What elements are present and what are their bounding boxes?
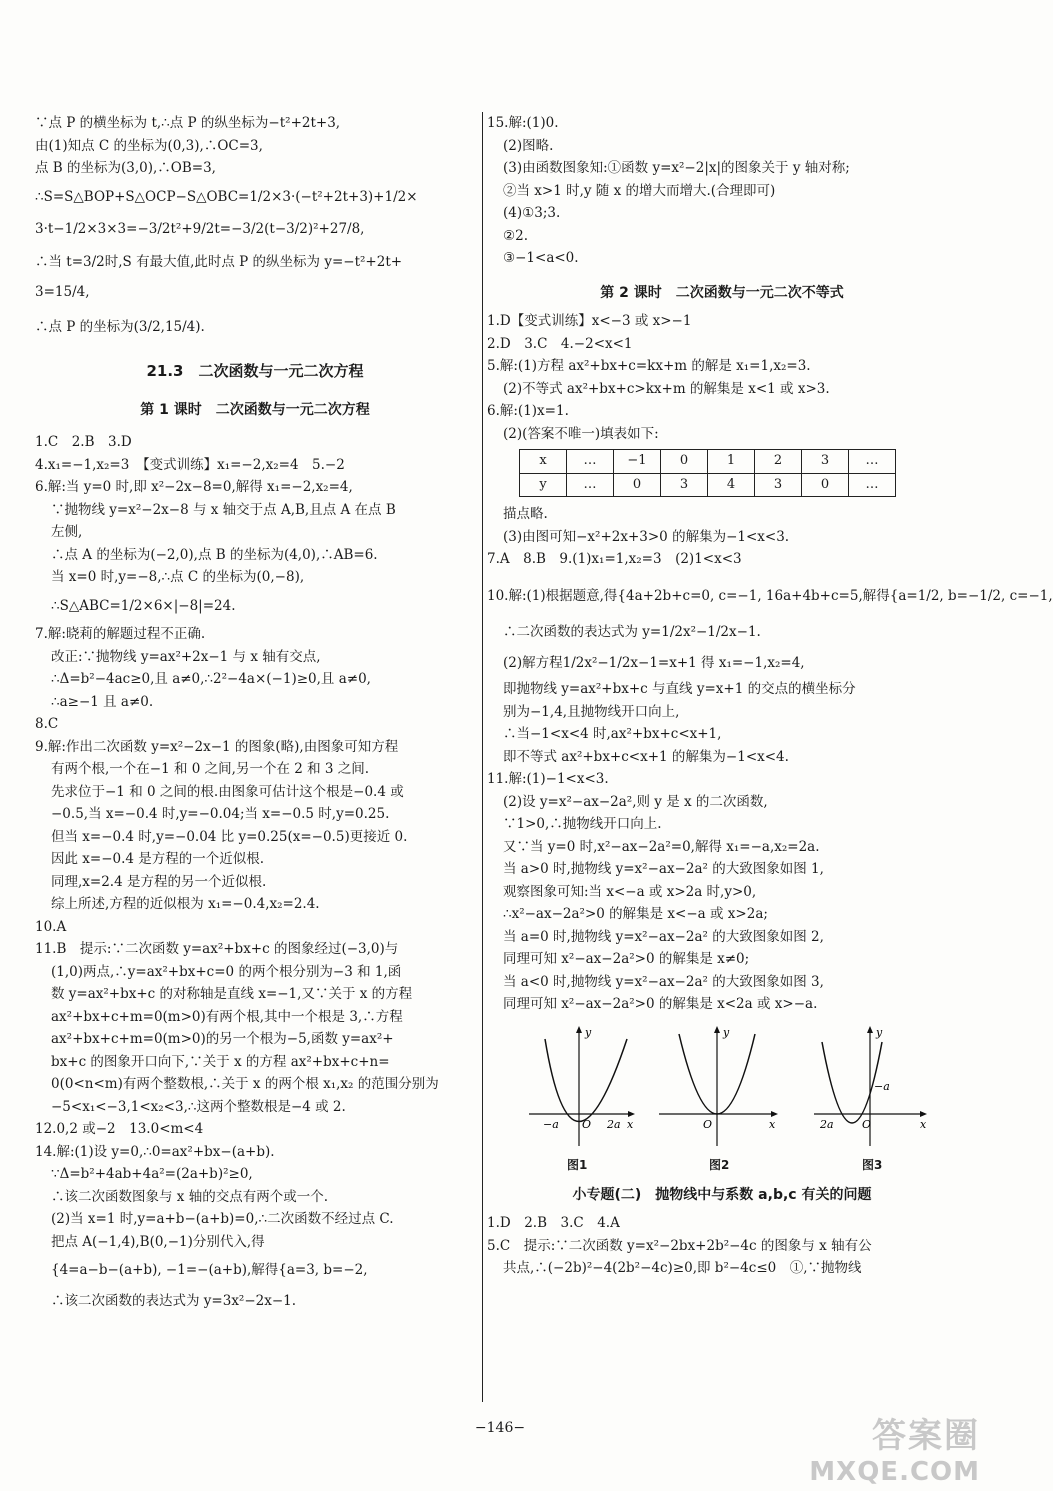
answer-line: (1,0)两点,∴y=ax²+bx+c=0 的两个根分别为−3 和 1,函: [51, 963, 402, 980]
table-cell: …: [567, 473, 614, 497]
answer-line: 当 a<0 时,抛物线 y=x²−ax−2a² 的大致图象如图 3,: [503, 973, 824, 990]
answer-line: 2.D 3.C 4.−2<x<1: [487, 335, 633, 352]
root-label-left: 2a: [820, 1117, 834, 1131]
answer-line: ∵Δ=b²+4ab+4a²=(2a+b)²≥0,: [51, 1166, 253, 1182]
answer-line: 10.解:(1)根据题意,得{4a+2b+c=0, c=−1, 16a+4b+c=5,解得{a=1/2, b=−1/2, c=−1,: [487, 587, 1053, 604]
answer-line: {4=a−b−(a+b), −1=−(a+b),解得{a=3, b=−2,: [51, 1262, 368, 1278]
answer-line: 又∵当 y=0 时,x²−ax−2a²=0,解得 x₁=−a,x₂=2a.: [503, 838, 820, 855]
left-column: [35, 112, 475, 1312]
answer-line: (2)设 y=x²−ax−2a²,则 y 是 x 的二次函数,: [503, 793, 768, 810]
answer-line: ax²+bx+c+m=0(m>0)有两个根,其中一个根是 3,∴方程: [51, 1008, 403, 1025]
answer-line: ②2.: [503, 227, 528, 244]
answer-line: 9.解:作出二次函数 y=x²−2x−1 的图象(略),由图象可知方程: [35, 738, 399, 755]
lesson-title: 第 1 课时 二次函数与一元二次方程: [140, 401, 370, 418]
answer-line: 同理,x=2.4 是方程的另一个近似根.: [51, 873, 267, 890]
right-body-2: [487, 503, 1053, 1016]
parabola-figures: [487, 1024, 957, 1174]
text-line: ∴当 t=3/2时,S 有最大值,此时点 P 的纵坐标为 y=−t²+2t+: [35, 253, 403, 270]
answer-line: 共点,∴(−2b)²−4(2b²−4c)≥0,即 b²−4c≤0 ①,∵抛物线: [503, 1260, 862, 1276]
figure-1-parabola: [527, 1024, 637, 1149]
table-cell: y: [520, 473, 567, 497]
answer-line: 因此 x=−0.4 是方程的一个近似根.: [51, 851, 265, 867]
right-pre-block: [487, 112, 957, 270]
x-axis-arrow-icon: [771, 1111, 778, 1117]
answer-line: 别为−1,4,且抛物线开口向上,: [503, 703, 680, 720]
answer-line: ax²+bx+c+m=0(m>0)的另一个根为−5,函数 y=ax²+: [51, 1031, 394, 1047]
watermark-logo: [809, 1418, 980, 1490]
table-cell: …: [567, 450, 614, 474]
answer-line: −0.5,当 x=−0.4 时,y=−0.04;当 x=−0.5 时,y=0.25.: [51, 806, 390, 822]
answer-line: ∴二次函数的表达式为 y=1/2x²−1/2x−1.: [503, 624, 761, 640]
answer-line: ∴S△ABC=1/2×6×|−8|=24.: [51, 597, 236, 614]
right-column: [487, 112, 1053, 1280]
answer-line: ∴Δ=b²−4ac≥0,且 a≠0,∴2²−4a×(−1)≥0,且 a≠0,: [51, 671, 371, 687]
answer-line: 8.C: [35, 716, 59, 732]
table-row: [520, 473, 896, 497]
y-axis-arrow-icon: [714, 1026, 720, 1033]
y-axis-label: y: [723, 1025, 730, 1039]
answer-line: 12.0,2 或−2 13.0<m<4: [35, 1121, 204, 1137]
answer-line: ∴a≥−1 且 a≠0.: [51, 693, 154, 710]
answer-line: 5.C 提示:∵二次函数 y=x²−2bx+2b²−4c 的图象与 x 轴有公: [487, 1237, 872, 1254]
answer-line: ∴该二次函数图象与 x 轴的交点有两个或一个.: [51, 1188, 328, 1205]
parabola-curve: [545, 1039, 627, 1122]
answer-line: ∵1>0,∴抛物线开口向上.: [503, 816, 662, 832]
x-axis-label: x: [627, 1117, 634, 1131]
answer-line: 观察图象可知:当 x<−a 或 x>2a 时,y>0,: [503, 883, 757, 900]
root-label-right: −a: [874, 1079, 890, 1093]
answer-line: 同理可知 x²−ax−2a²>0 的解集是 x<2a 或 x>−a.: [503, 996, 818, 1012]
table-cell: …: [849, 450, 896, 474]
left-pre-block: [35, 112, 475, 338]
table-cell: 2: [755, 450, 802, 474]
x-axis-label: x: [920, 1117, 927, 1131]
origin-label: O: [582, 1117, 592, 1131]
origin-label: O: [703, 1117, 713, 1131]
answer-line: 6.解:(1)x=1.: [487, 403, 569, 419]
table-cell: 4: [708, 473, 755, 497]
table-cell: 0: [661, 450, 708, 474]
answer-line: ∴x²−ax−2a²>0 的解集是 x<−a 或 x>2a;: [503, 906, 768, 922]
table-cell: …: [849, 473, 896, 497]
answer-line: 改正:∵抛物线 y=ax²+2x−1 与 x 轴有交点,: [51, 648, 321, 665]
x-axis-arrow-icon: [920, 1111, 927, 1117]
answer-line: 即不等式 ax²+bx+c<x+1 的解集为−1<x<4.: [503, 748, 789, 765]
answer-line: 1.C 2.B 3.D: [35, 434, 132, 450]
answer-line: 当 a=0 时,抛物线 y=x²−ax−2a² 的大致图象如图 2,: [503, 928, 824, 945]
answer-line: (2)图略.: [503, 137, 554, 154]
answer-line: 10.A: [35, 918, 67, 935]
answer-line: 有两个根,一个在−1 和 0 之间,另一个在 2 和 3 之间.: [51, 761, 370, 777]
table-cell: x: [520, 450, 567, 474]
text-line: ∴点 P 的坐标为(3/2,15/4).: [35, 318, 205, 335]
values-table: [519, 449, 896, 497]
root-label-right: 2a: [607, 1117, 621, 1131]
y-axis-label: y: [585, 1025, 592, 1039]
answer-line: 15.解:(1)0.: [487, 115, 559, 131]
column-divider: [482, 112, 483, 1402]
root-label-left: −a: [543, 1117, 559, 1131]
table-cell: 1: [708, 450, 755, 474]
answer-line: 7.解:晓莉的解题过程不正确.: [35, 626, 206, 642]
answer-line: (2)当 x=1 时,y=a+b−(a+b)=0,∴二次函数不经过点 C.: [51, 1211, 394, 1227]
table-cell: 3: [802, 450, 849, 474]
lesson-title: 第 2 课时 二次函数与一元二次不等式: [600, 284, 844, 301]
right-body-3: [487, 1212, 957, 1280]
watermark-text: 答案圈: [872, 1416, 980, 1456]
table-cell: 0: [614, 473, 661, 497]
answer-line: 但当 x=−0.4 时,y=−0.04 比 y=0.25(x=−0.5)更接近 0.: [51, 828, 408, 845]
answer-line: 把点 A(−1,4),B(0,−1)分别代入,得: [51, 1233, 265, 1250]
y-axis-arrow-icon: [576, 1026, 582, 1033]
answer-line: 即抛物线 y=ax²+bx+c 与直线 y=x+1 的交点的横坐标分: [503, 681, 856, 697]
answer-line: ∴该二次函数的表达式为 y=3x²−2x−1.: [51, 1292, 297, 1309]
answer-line: 先求位于−1 和 0 之间的根.由图象可估计这个根是−0.4 或: [51, 783, 404, 800]
text-line: 3=15/4,: [35, 284, 90, 300]
answer-line: 0(0<n<m)有两个整数根,∴关于 x 的两个根 x₁,x₂ 的范围分别为: [51, 1076, 439, 1092]
answer-line: (3)由函数图象知:①函数 y=x²−2|x|的图象关于 y 轴对称;: [503, 160, 850, 176]
answer-line: 综上所述,方程的近似根为 x₁=−0.4,x₂=2.4.: [51, 896, 320, 912]
table-cell: 0: [802, 473, 849, 497]
page-number: −146−: [474, 1420, 526, 1436]
answer-line: 5.解:(1)方程 ax²+bx+c=kx+m 的解是 x₁=1,x₂=3.: [487, 358, 811, 374]
answer-line: (2)不等式 ax²+bx+c>kx+m 的解集是 x<1 或 x>3.: [503, 380, 830, 397]
right-body-1: [487, 310, 957, 445]
answer-line: 当 a>0 时,抛物线 y=x²−ax−2a² 的大致图象如图 1,: [503, 861, 824, 877]
answer-line: bx+c 的图象开口向下,∵关于 x 的方程 ax²+bx+c+n=: [51, 1053, 390, 1070]
table-row: [520, 450, 896, 474]
answer-line: 左侧,: [51, 524, 83, 540]
text-line: 由(1)知点 C 的坐标为(0,3),∴OC=3,: [35, 137, 263, 154]
text-line: ∴S=S△BOP+S△OCP−S△OBC=1/2×3·(−t²+2t+3)+1/2×: [35, 188, 418, 205]
answer-line: ∴当−1<x<4 时,ax²+bx+c<x+1,: [503, 726, 722, 742]
answer-line: 6.解:当 y=0 时,即 x²−2x−8=0,解得 x₁=−2,x₂=4,: [35, 479, 353, 495]
watermark-domain: MXQE.COM: [809, 1457, 980, 1487]
figure-3-parabola: [812, 1024, 932, 1149]
origin-label: O: [862, 1117, 872, 1131]
table-cell: 3: [661, 473, 708, 497]
left-body: [35, 431, 475, 1312]
answer-line: 描点略.: [503, 506, 548, 522]
answer-line: 1.D 2.B 3.C 4.A: [487, 1215, 620, 1231]
answer-line: ∵抛物线 y=x²−2x−8 与 x 轴交于点 A,B,且点 A 在点 B: [51, 501, 396, 518]
answer-line: ③−1<a<0.: [503, 250, 579, 266]
answer-line: (2)(答案不唯一)填表如下:: [503, 425, 659, 442]
text-line: 3·t−1/2×3×3=−3/2t²+9/2t=−3/2(t−3/2)²+27/8,: [35, 221, 365, 237]
answer-line: 11.解:(1)−1<x<3.: [487, 771, 609, 787]
answer-line: 同理可知 x²−ax−2a²>0 的解集是 x≠0;: [503, 951, 750, 967]
x-axis-label: x: [769, 1117, 776, 1131]
table-cell: −1: [614, 450, 661, 474]
figure-3-caption: 图3: [862, 1157, 883, 1172]
text-line: ∵点 P 的横坐标为 t,∴点 P 的纵坐标为−t²+2t+3,: [35, 115, 341, 131]
answer-line: (4)①3;3.: [503, 205, 561, 221]
parabola-curve: [822, 1042, 882, 1123]
answer-line: 11.B 提示:∵二次函数 y=ax²+bx+c 的图象经过(−3,0)与: [35, 941, 399, 957]
answer-line: (3)由图可知−x²+2x+3>0 的解集为−1<x<3.: [503, 528, 790, 545]
answer-line: ②当 x>1 时,y 随 x 的增大而增大.(合理即可): [503, 182, 776, 199]
y-axis-arrow-icon: [867, 1026, 873, 1033]
text-line: 点 B 的坐标为(3,0),∴OB=3,: [35, 160, 216, 176]
answer-line: ∴点 A 的坐标为(−2,0),点 B 的坐标为(4,0),∴AB=6.: [51, 546, 378, 563]
answer-line: 7.A 8.B 9.(1)x₁=1,x₂=3 (2)1<x<3: [487, 551, 742, 567]
answer-line: 数 y=ax²+bx+c 的对称轴是直线 x=−1,又∵关于 x 的方程: [51, 986, 413, 1002]
x-axis-arrow-icon: [628, 1111, 635, 1117]
answer-line: (2)解方程1/2x²−1/2x−1=x+1 得 x₁=−1,x₂=4,: [503, 654, 805, 671]
section-title: 21.3 二次函数与一元二次方程: [146, 362, 364, 380]
table-cell: 3: [755, 473, 802, 497]
y-axis-label: y: [876, 1025, 883, 1039]
answer-line: −5<x₁<−3,1<x₂<3,∴这两个整数根是−4 或 2.: [51, 1098, 346, 1115]
figure-2-parabola: [657, 1024, 782, 1149]
figure-2-caption: 图2: [709, 1157, 730, 1172]
topic-title: 小专题(二) 抛物线中与系数 a,b,c 有关的问题: [572, 1186, 872, 1203]
answer-line: 当 x=0 时,y=−8,∴点 C 的坐标为(0,−8),: [51, 569, 305, 585]
answer-line: 14.解:(1)设 y=0,∴0=ax²+bx−(a+b).: [35, 1143, 275, 1160]
answer-line: 4.x₁=−1,x₂=3 【变式训练】x₁=−2,x₂=4 5.−2: [35, 456, 345, 473]
answer-line: 1.D【变式训练】x<−3 或 x>−1: [487, 313, 692, 329]
figure-1-caption: 图1: [567, 1157, 588, 1172]
